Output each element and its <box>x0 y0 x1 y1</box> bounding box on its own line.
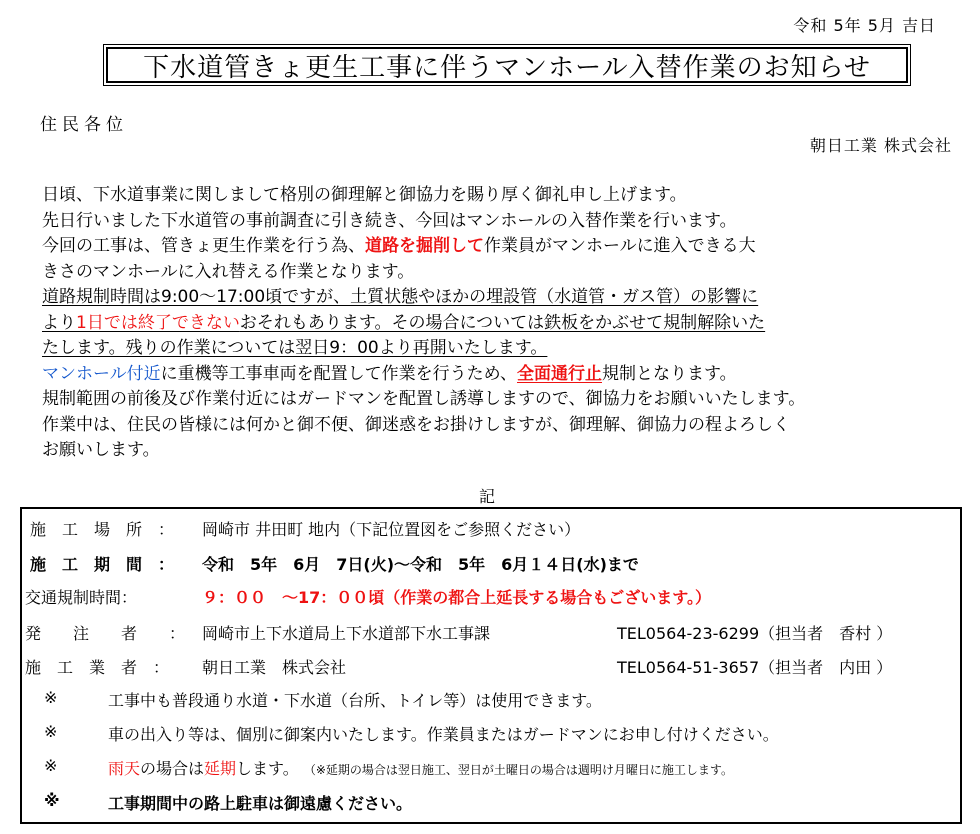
traffic-value: ９：００ ～17：００頃（作業の都合上延長する場合もございます。） <box>202 588 711 607</box>
contractor-tel: TEL0564-51-3657（担当者 内田 ） <box>617 658 893 677</box>
note-text <box>108 756 733 779</box>
note-mark: ※ <box>44 722 58 741</box>
notice-date: 令和 5年 5月 吉日 <box>793 16 936 35</box>
body-text: に重機等工事車両を配置して作業を行うため、 <box>160 363 517 384</box>
body-paragraph-hours-end: たします。残りの作業については翌日9：00より再開いたします。 <box>42 338 548 358</box>
note-text: 車の出入り等は、個別に御案内いたします。作業員またはガードマンにお申し付けください。 <box>108 725 779 744</box>
location-value: 岡崎市 井田町 地内（下記位置図をご参照ください） <box>202 520 581 539</box>
body-text: 規制となります。 <box>602 363 737 384</box>
body-paragraph-hours: 道路規制時間は9:00～17:00頃ですが、土質状態やほかの埋設管（水道管・ガス管）の影響に <box>42 287 759 307</box>
highlight-manhole-area: マンホール付近 <box>42 363 161 384</box>
body-paragraph-apology-end: お願いします。 <box>42 440 160 460</box>
highlight-excavation: 道路を掘削して <box>365 236 484 256</box>
highlight-postpone: 延期 <box>204 759 237 778</box>
body-paragraph-work-cont: きさのマンホールに入れ替える作業となります。 <box>42 261 415 282</box>
notice-title: 下水道管きょ更生工事に伴うマンホール入替作業のお知らせ <box>106 47 908 83</box>
highlight-full-closure: 全面通行止 <box>517 363 602 384</box>
contractor-value: 朝日工業 株式会社 <box>202 658 347 677</box>
body-text: 今回の工事は、管きょ更生作業を行う為、 <box>42 236 365 256</box>
body-paragraph-guards: 規制範囲の前後及び作業付近にはガードマンを配置し誘導しますので、御協力をお願いいたします。 <box>42 389 806 409</box>
notice-body <box>42 183 972 464</box>
note-text-part: の場合は <box>140 759 205 778</box>
location-label: 施 工 場 所 ： <box>30 520 175 539</box>
traffic-label: 交通規制時間： <box>25 588 138 607</box>
body-paragraph-work <box>42 234 972 260</box>
highlight-not-finished: 1日では終了できない <box>76 312 240 333</box>
contractor-label: 施 工 業 者 ： <box>25 658 170 677</box>
body-text: おそれもあります。その場合については鉄板をかぶせて規制解除いた <box>239 312 766 333</box>
body-paragraph-survey: 先日行いました下水道管の事前調査に引き続き、今回はマンホールの入替作業を行います。 <box>42 210 737 231</box>
body-text: 作業員がマンホールに進入できる大 <box>484 236 756 256</box>
period-value: 令和 5年 6月 7日(火)～令和 5年 6月１４日(水)まで <box>202 555 639 574</box>
highlight-rain: 雨天 <box>108 759 141 778</box>
recipient: 住民各位 <box>40 115 128 135</box>
client-value: 岡崎市上下水道局上下水道部下水工事課 <box>202 624 491 643</box>
ki-heading: 記 <box>479 487 496 506</box>
note-mark: ※ <box>44 688 58 707</box>
note-text: 工事中も普段通り水道・下水道（台所、トイレ等）は使用できます。 <box>108 691 602 710</box>
body-paragraph-road-closed <box>42 362 972 388</box>
client-tel: TEL0564-23-6299（担当者 香村 ） <box>617 624 893 643</box>
sender: 朝日工業 株式会社 <box>809 136 952 155</box>
note-mark: ※ <box>44 756 58 775</box>
body-paragraph-apology: 作業中は、住民の皆様には何かと御不便、御迷惑をお掛けしますが、御理解、御協力の程よろしく <box>42 414 790 435</box>
body-paragraph-hours-cont <box>42 311 972 337</box>
note-postpone-detail: （※延期の場合は翌日施工、翌日が土曜日の場合は週明け月曜日に施工します。 <box>303 763 733 777</box>
body-text: より <box>42 312 76 333</box>
note-text: 工事期間中の路上駐車は御遠慮ください。 <box>108 794 413 813</box>
body-paragraph-greeting: 日頃、下水道事業に関しまして格別の御理解と御協力を賜り厚く御礼申し上げます。 <box>42 185 687 205</box>
note-text-part: します。 <box>236 759 299 778</box>
period-label: 施 工 期 間 ： <box>30 555 175 574</box>
title-frame <box>103 44 911 86</box>
client-label: 発 注 者 ： <box>25 624 186 643</box>
details-box <box>20 507 962 824</box>
note-mark: ※ <box>44 791 60 810</box>
